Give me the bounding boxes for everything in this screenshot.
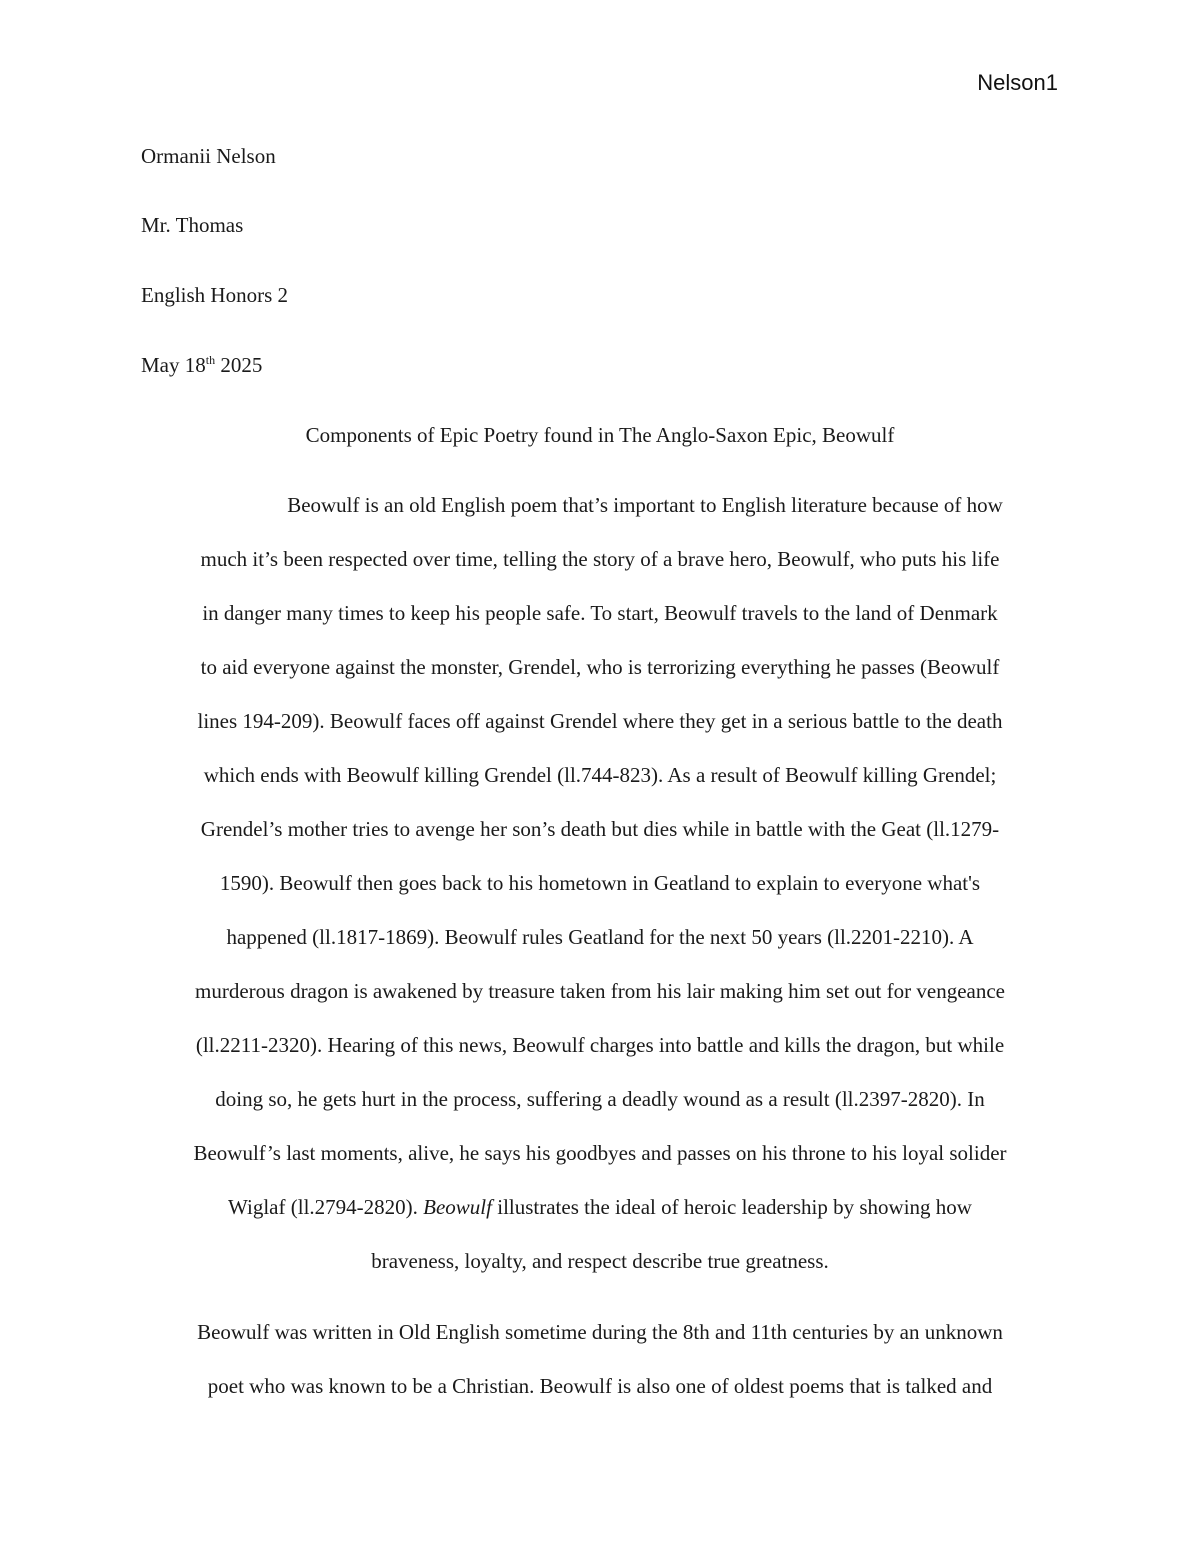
heading-teacher-name: Mr. Thomas — [141, 213, 244, 237]
essay-title: Components of Epic Poetry found in The Anglo-Saxon Epic, Beowulf — [305, 423, 895, 447]
date-ordinal-suffix: th — [205, 353, 216, 367]
paragraph1-line-10: murderous dragon is awakened by treasure taken from his lair making him set out for vengeance — [195, 979, 1005, 1003]
date-year: 2025 — [215, 353, 263, 377]
paragraph1-line-7: Grendel’s mother tries to avenge her son’s death but dies while in battle with the Geat (ll.1279- — [200, 817, 1000, 841]
heading-course-name — [141, 280, 288, 310]
heading-date — [141, 350, 262, 380]
paragraph1-line-3: in danger many times to keep his people safe. To start, Beowulf travels to the land of Denmark — [202, 601, 998, 625]
paragraph1-line-14 — [0, 1192, 1200, 1222]
line14-italic-title: Beowulf — [423, 1195, 492, 1219]
paragraph1-line-4: to aid everyone against the monster, Grendel, who is terrorizing everything he passes (Beowulf — [200, 655, 1000, 679]
line14-after-text: illustrates the ideal of heroic leadership by showing how — [491, 1195, 972, 1219]
heading-student-name: Ormanii Nelson — [141, 144, 276, 168]
course-text: English Honors 2 — [141, 283, 288, 307]
paragraph2-line-2: poet who was known to be a Christian. Beowulf is also one of oldest poems that is talked and — [207, 1374, 993, 1398]
line14-before-text: Wiglaf (ll.2794-2820). — [228, 1195, 424, 1219]
paragraph1-line-6: which ends with Beowulf killing Grendel (ll.744-823). As a result of Beowulf killing Grendel; — [203, 763, 997, 787]
paragraph1-line-15: braveness, loyalty, and respect describe true greatness. — [371, 1249, 829, 1273]
paragraph1-line-9: happened (ll.1817-1869). Beowulf rules Geatland for the next 50 years (ll.2201-2210). A — [226, 925, 974, 949]
date-month-day: May 18 — [141, 353, 206, 377]
paragraph1-line-2: much it’s been respected over time, telling the story of a brave hero, Beowulf, who puts his life — [200, 547, 1000, 571]
paragraph1-line-11: (ll.2211-2320). Hearing of this news, Beowulf charges into battle and kills the dragon, but while — [195, 1033, 1005, 1057]
paragraph2-line-1: Beowulf was written in Old English sometime during the 8th and 11th centuries by an unknown — [197, 1320, 1003, 1344]
paragraph1-line-5: lines 194-209). Beowulf faces off against Grendel where they get in a serious battle to the death — [197, 709, 1003, 733]
paragraph1-line-8: 1590). Beowulf then goes back to his hometown in Geatland to explain to everyone what's — [219, 871, 981, 895]
paragraph1-line-13: Beowulf’s last moments, alive, he says his goodbyes and passes on his throne to his loyal solider — [193, 1141, 1007, 1165]
running-head-page-number: Nelson1 — [977, 70, 1058, 95]
paragraph1-line-1: Beowulf is an old English poem that’s important to English literature because of how — [287, 493, 1003, 517]
paragraph1-line-12: doing so, he gets hurt in the process, suffering a deadly wound as a result (ll.2397-2820). In — [215, 1087, 985, 1111]
